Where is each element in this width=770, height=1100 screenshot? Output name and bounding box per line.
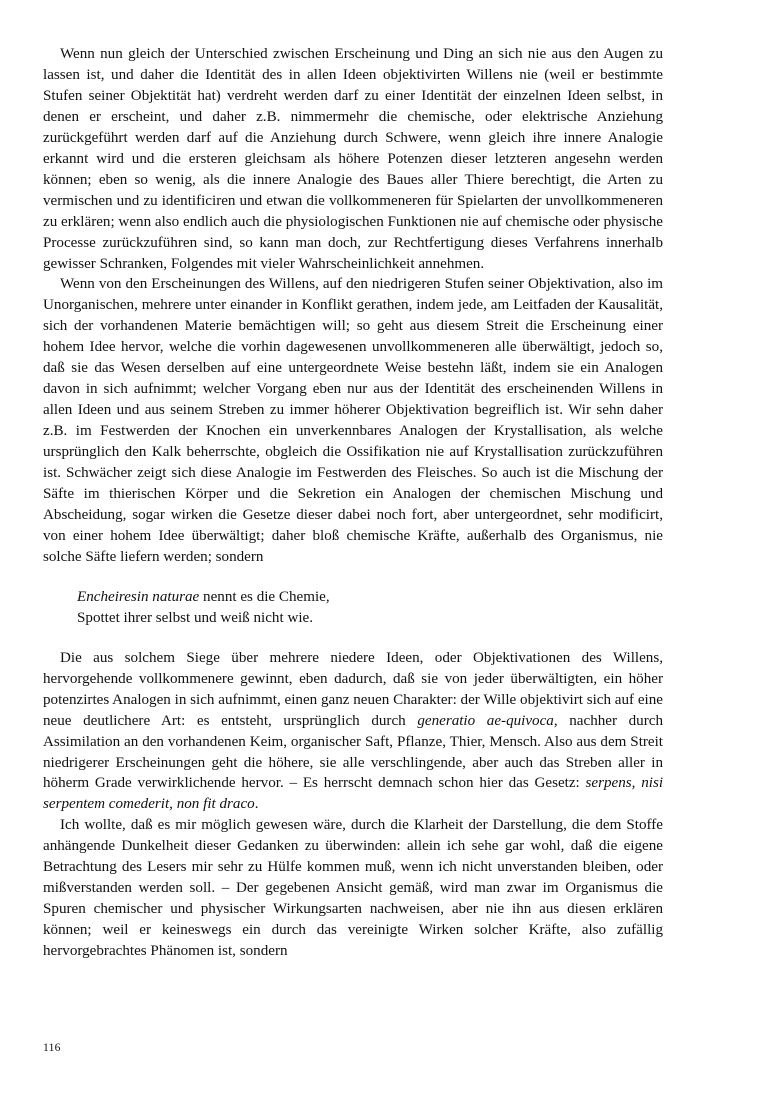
quote-line-2	[77, 608, 663, 629]
text-run: , nachher durch Assimilation an den vorhandenen Keim, organischer Saft, Pflanze, Thier, Mensch. Also aus dem Streit niedrigerer Erscheinungen geht die höhere, sie alle verschlingende, aber auch das Streben aller in höherm Grade verwirklichende hervor. – Es herrscht demnach schon hier das Gesetz:	[43, 712, 664, 792]
body-paragraph-4	[43, 815, 663, 962]
text-run: Spottet ihrer selbst und weiß nicht wie.	[77, 609, 314, 626]
body-paragraph-1	[43, 44, 663, 274]
body-paragraph-2	[43, 274, 663, 567]
text-run: Die aus solchem Siege über mehrere niedere Ideen, oder Objektivationen des Willens, hervorgehende vollkommenere gewinnt, eben dadurch, daß sie von jeder überwältigten, ein höher potenzirtes Analogen in sich aufnimmt, einen ganz neuen Charakter: der Wille objektivirt sich auf eine neue deutlichere Art: es entsteht, ursprünglich durch	[43, 649, 663, 729]
italic-run: generatio ae-quivoca	[417, 712, 554, 729]
page-number: 116	[43, 1041, 61, 1054]
text-run: .	[254, 796, 259, 813]
quote-line-1	[77, 587, 663, 608]
text-run: Wenn nun gleich der Unterschied zwischen Erscheinung und Ding an sich nie aus den Augen zu lassen ist, und daher die Identität des in allen Ideen objektivirten Willens nie (weil er bestimmte Stufen seiner Objektität hat) verdreht werden darf zu einer Identität der einzelnen Ideen selbst, in denen er erscheint, und daher z.B. nimmermehr die chemische, oder elektrische Anziehung zurückgeführt werden darf auf die Anziehung durch Schwere, wenn gleich ihre innere Analogie erkannt wird und die ersteren gleichsam als höhere Potenzen dieser letzteren angesehn werden können; eben so wenig, als die innere Analogie des Baues aller Thiere berechtigt, die Arten zu vermischen und zu identificiren und etwan die vollkommeneren für Spielarten der unvollkommeneren zu erklären; wenn also endlich auch die physiologischen Funktionen nie auf chemische oder physische Processe zurückzuführen sind, so kann man doch, zur Rechtfertigung dieses Verfahrens innerhalb gewisser Schranken, Folgendes mit vieler Wahrscheinlichkeit annehmen.	[43, 46, 663, 272]
italic-run: Encheiresin naturae	[77, 588, 200, 605]
text-run: nennt es die Chemie,	[199, 588, 330, 605]
italic-run: serpens, nisi serpentem comederit, non fit draco	[43, 775, 664, 813]
text-run: Ich wollte, daß es mir möglich gewesen wäre, durch die Klarheit der Darstellung, die dem Stoffe anhängende Dunkelheit dieser Gedanken zu überwinden: allein ich sehe gar wohl, daß die eigene Betrachtung des Lesers mir sehr zu Hülfe kommen muß, wenn ich nicht unverstanden bleiben, oder mißverstanden werden soll. – Der gegebenen Ansicht gemäß, wird man zwar im Organismus die Spuren chemischer und physischer Wirkungsarten nachweisen, aber nie ihn aus diesen erklären können; weil er keineswegs ein durch das vereinigte Wirken solcher Kräfte, also zufällig hervorgebrachtes Phänomen ist, sondern	[43, 817, 663, 960]
verse-quote-block	[43, 568, 663, 648]
text-run: Wenn von den Erscheinungen des Willens, auf den niedrigeren Stufen seiner Objektivation, also im Unorganischen, mehrere unter einander in Konflikt gerathen, indem jede, am Leitfaden der Kausalität, sich der vorhandenen Materie bemächtigen will; so geht aus diesem Streit die Erscheinung einer hohem Idee hervor, welche die vorhin dagewesenen unvollkommeneren alle überwältigt, jedoch so, daß sie das Wesen derselben auf eine untergeordnete Weise bestehn läßt, indem sie ein Analogen davon in sich aufnimmt; welcher Vorgang eben nur aus der Identität des erscheinenden Willens in allen Ideen und aus seinem Streben zu immer höherer Objektivation begreiflich ist. Wir sehn daher z.B. im Festwerden der Knochen ein unverkennbares Analogen der Krystallisation, als welche ursprünglich den Kalk beherrschte, obgleich die Ossifikation nie auf Krystallisation zurückzuführen ist. Schwächer zeigt sich diese Analogie im Festwerden des Fleisches. So auch ist die Mischung der Säfte im thierischen Körper und die Sekretion ein Analogen der chemischen Mischung und Abscheidung, sogar wirken die Gesetze dieser dabei noch fort, aber untergeordnet, sehr modificirt, von einer hohem Idee überwältigt; daher bloß chemische Kräfte, außerhalb des Organismus, nie solche Säfte liefern werden; sondern	[43, 276, 663, 565]
body-paragraph-3	[43, 648, 663, 816]
page-text-block	[43, 44, 663, 962]
